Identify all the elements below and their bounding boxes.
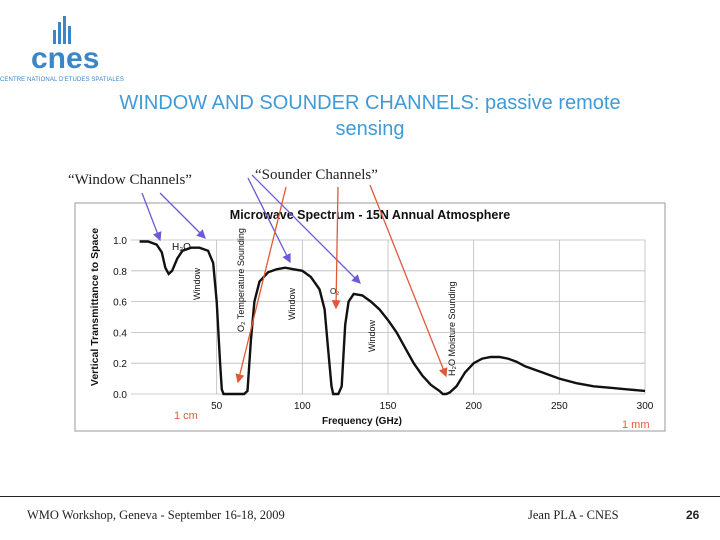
x-tick-label-4: 250	[550, 401, 568, 412]
logo-wordmark: cnes	[31, 42, 100, 75]
footer-author: Jean PLA - CNES	[528, 508, 619, 522]
window-annotation-3: Window	[367, 319, 377, 352]
window-channels-label: “Window Channels”	[68, 172, 192, 188]
y-axis-label: Vertical Transmittance to Space	[89, 227, 101, 387]
x-tick-label-3: 200	[465, 401, 483, 412]
x-tick-label-1: 100	[293, 401, 311, 412]
plot-background	[75, 203, 665, 431]
page-number: 26	[686, 508, 700, 522]
footer-divider	[0, 496, 720, 497]
x-tick-label-5: 300	[636, 401, 654, 412]
window-annotation-2: Window	[287, 287, 297, 320]
mm-annotation: 1 mm	[622, 419, 650, 431]
y-tick-label-1: 0.2	[113, 359, 127, 371]
o2-sounding-annotation: O₂ Temperature Sounding	[236, 228, 246, 332]
window-annotation-1: Window	[192, 267, 202, 300]
y-tick-label-5: 1.0	[113, 236, 127, 247]
y-tick-label-0: 0.0	[113, 390, 127, 401]
footer-event: WMO Workshop, Geneva - September 16-18, 2009	[27, 508, 285, 522]
slide-title: WINDOW AND SOUNDER CHANNELS: passive remote sensing	[119, 92, 621, 140]
sounder-channels-label: “Sounder Channels”	[255, 167, 378, 183]
chart-title: Microwave Spectrum - 15N Annual Atmosphere	[229, 208, 511, 222]
cm-annotation: 1 cm	[174, 410, 198, 422]
y-tick-label-4: 0.8	[113, 266, 127, 278]
h2o-sounding-annotation: H₂O Moisture Sounding	[447, 281, 457, 376]
x-tick-label-2: 150	[379, 401, 397, 412]
y-tick-label-3: 0.6	[113, 297, 127, 309]
x-tick-label-0: 50	[211, 401, 223, 412]
logo-subtitle: CENTRE NATIONAL D'ETUDES SPATIALES	[0, 77, 125, 83]
o2-annotation: O₂	[330, 287, 340, 296]
h2o-annotation: H₂O	[172, 242, 191, 253]
x-axis-label: Frequency (GHz)	[321, 416, 403, 427]
y-tick-label-2: 0.4	[113, 328, 127, 340]
